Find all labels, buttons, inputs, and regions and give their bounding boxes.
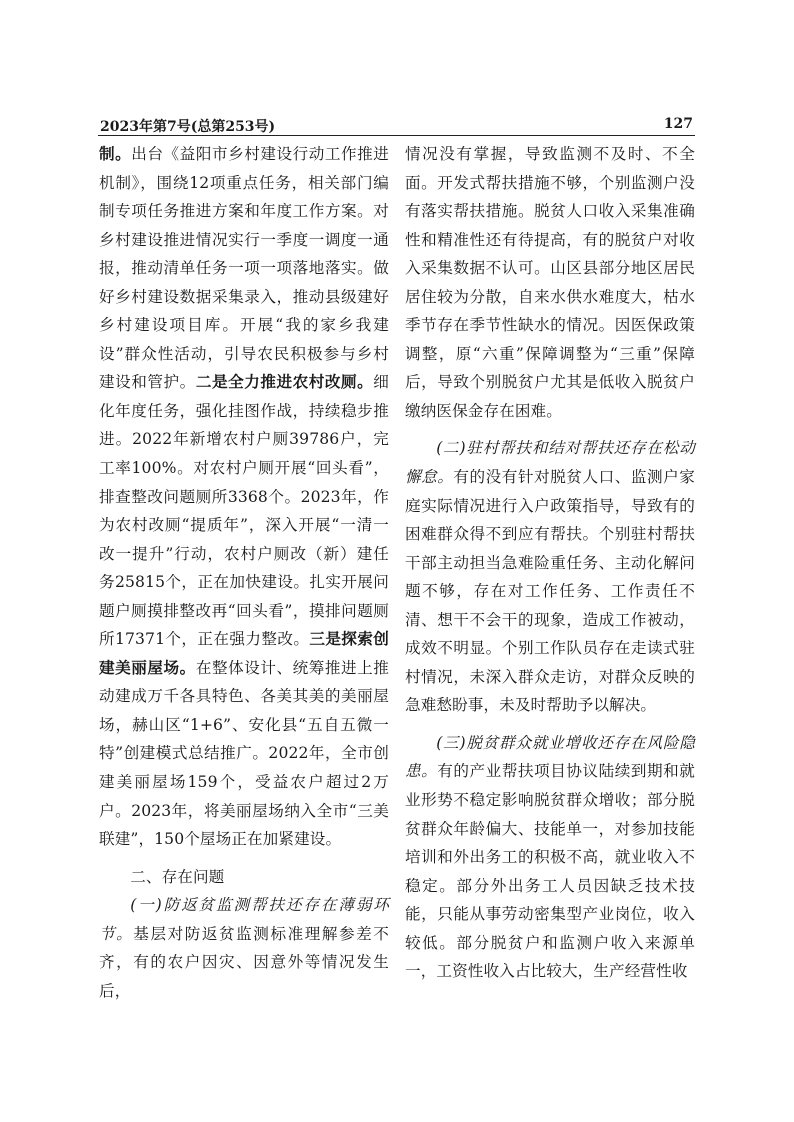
subsection-2-text: 有的没有针对脱贫人口、监测户家庭实际情况进行入户政策指导，导致有的困难群众得不到应有帮扶。个别驻村帮扶干部主动担当急难险重任务、主动化解问题不够，存在对工作任务、工作责任不清、想干不会干的现象，造成工作被动，成效不明显。个别工作队员存在走读式驻村情况，未深入群众走访，对群众反映的急难愁盼事，未及时帮助予以解决。	[405, 468, 695, 715]
subsection-1-text: 基层对防返贫监测标准理解参差不齐，有的农户因灾、因意外等情况发生后，	[99, 924, 389, 1000]
paragraph-text-toilet: 细化年度任务，强化挂图作战，持续稳步推进。2022年新增农村户厕39786户，完工率100%。对农村户厕开展“回头看”，排查整改问题厕所3368个。2023年，作为农村改厕“提质年”，深入开展“一清一改一提升”行动，农村户厕改（新）建任务25815个，正在加快建设。扎实开展问题户厕摸排整改再“回头看”，摸排问题厕所17371个，正在强力整改。	[99, 373, 389, 649]
subsection-2	[405, 434, 695, 719]
page-header	[98, 114, 695, 136]
header-rule	[98, 135, 695, 137]
subsection-3-heading: (三)脱贫群众就业增收还存在风险隐患。	[405, 733, 695, 781]
spacer	[99, 854, 389, 863]
subsection-3-text: 有的产业帮扶项目协议陆续到期和就业形势不稳定影响脱贫群众增收；部分脱贫群众年龄偏大、技能单一，对参加技能培训和外出务工的积极不高，就业收入不稳定。部分外出务工人员因缺乏技术技能，只能从事劳动密集型产业岗位，收入较低。部分脱贫户和监测户收入来源单一，工资性收入占比较大，生产经营性收	[405, 762, 695, 981]
subsection-1-heading: (一)防返贫监测帮扶还存在薄弱环节。	[99, 896, 389, 943]
paragraph-continued: 情况没有掌握，导致监测不及时、不全面。开发式帮扶措施不够，个别监测户没有落实帮扶措施。脱贫人口收入采集准确性和精准性还有待提高，有的脱贫户对收入采集数据不认可。山区县部分地区居民居住较为分散，自来水供水难度大，枯水季节存在季节性缺水的情况。因医保政策调整，原“六重”保障调整为“三重”保障后，导致个别脱贫户尤其是低收入脱贫户缴纳医保金存在困难。	[405, 145, 695, 420]
subsection-1	[99, 891, 389, 1005]
spacer	[405, 720, 695, 729]
subsection-3	[405, 729, 695, 986]
journal-issue: 2023年第7号(总第253号)	[100, 119, 276, 135]
paragraph-rural-construction	[99, 140, 389, 854]
bold-lead-toilet: 二是全力推进农村改厕。	[195, 372, 374, 392]
right-column	[405, 140, 695, 986]
paragraph-text-houses: 在整体设计、统筹推进上推动建成万千各具特色、各美其美的美丽屋场，赫山区“1+6”、安化县“五自五微一特”创建模式总结推广。2022年，全市创建美丽屋场159个，受益农户超过2万户。2023年，将美丽屋场纳入全市“三美联建”，150个屋场正在加紧建设。	[99, 658, 389, 849]
page-number: 127	[663, 116, 693, 132]
bold-lead: 制。	[99, 144, 132, 163]
subsection-2-heading: (二)驻村帮扶和结对帮扶还存在松动懈怠。	[405, 439, 695, 487]
left-column	[99, 140, 389, 1005]
section-heading: 二、存在问题	[130, 867, 225, 886]
paragraph-text: 出台《益阳市乡村建设行动工作推进机制》，围绕12项重点任务，相关部门编制专项任务推进方案和年度工作方案。对乡村建设推进情况实行一季度一调度一通报，推动清单任务一项一项落地落实。做好乡村建设数据采集录入，推动县级建好乡村建设项目库。开展“我的家乡我建设”群众性活动，引导农民积极参与乡村建设和管护。	[99, 145, 389, 392]
bold-lead-houses: 三是探索创建美丽屋场。	[99, 629, 389, 677]
spacer	[405, 425, 695, 434]
